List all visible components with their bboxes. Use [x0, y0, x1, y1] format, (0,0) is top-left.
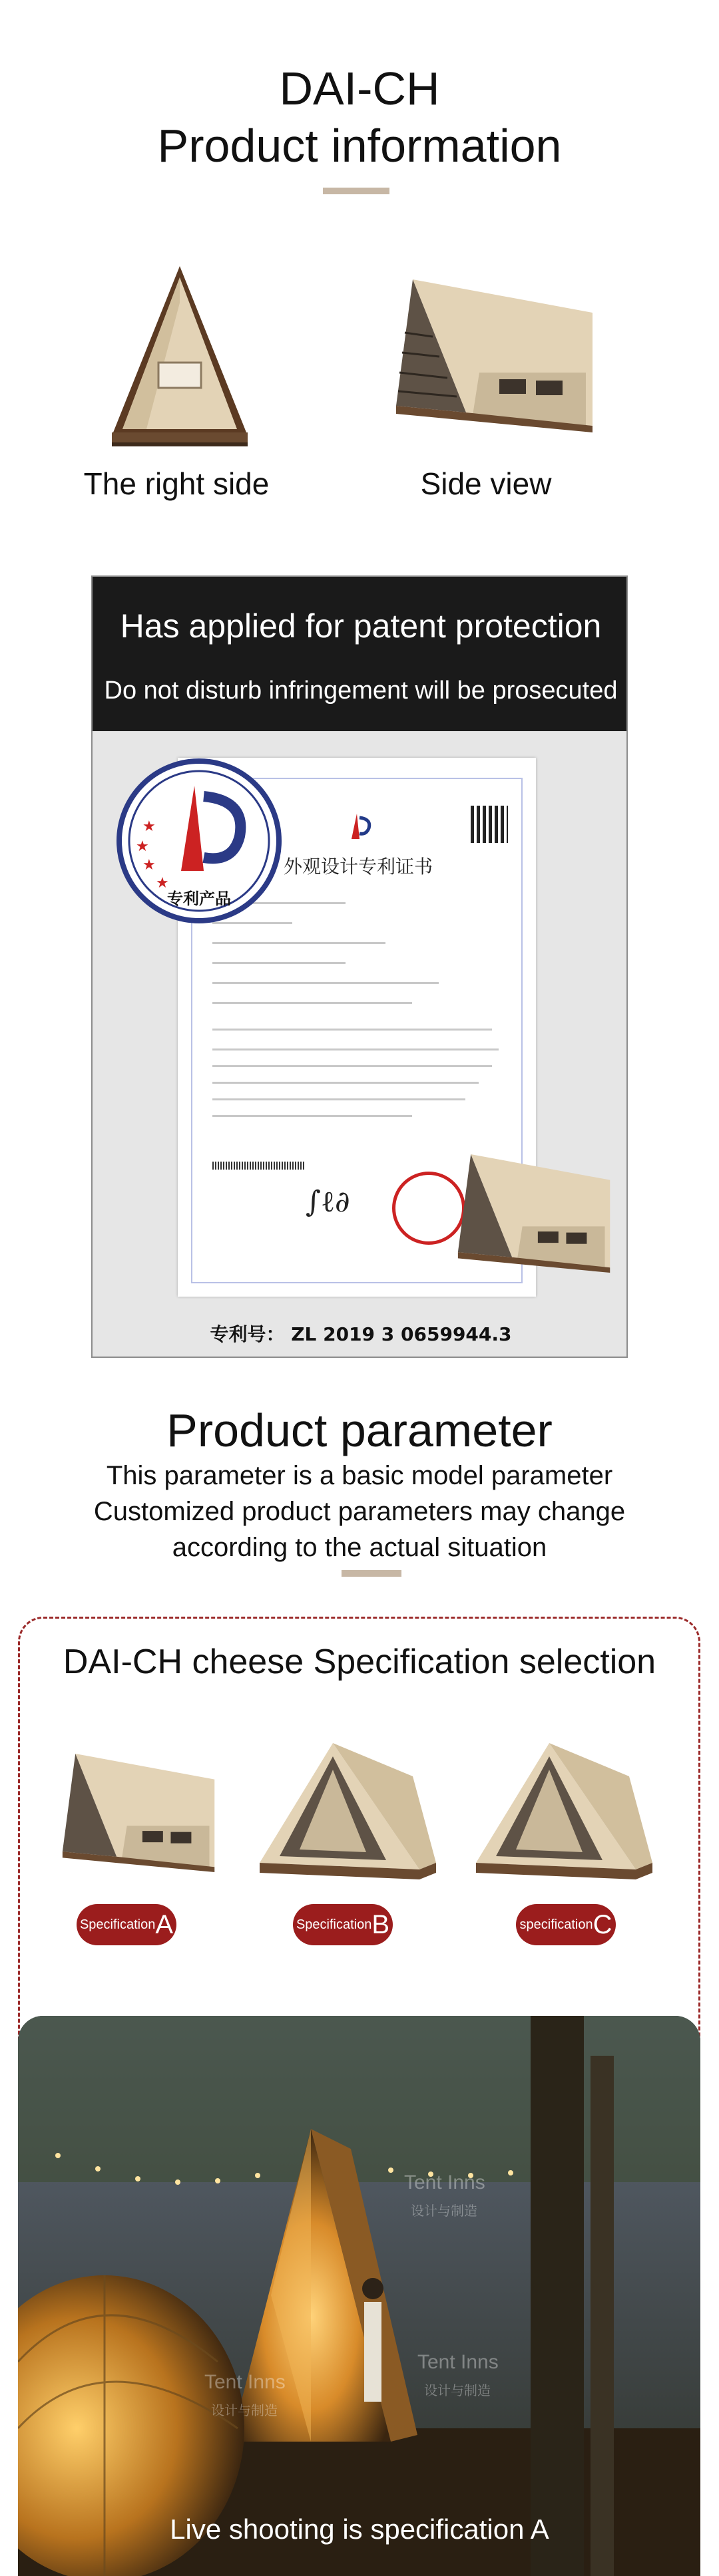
spec-b-illustration [253, 1736, 439, 1883]
svg-text:★: ★ [156, 874, 169, 891]
patent-product-seal [116, 758, 282, 924]
watermark-logo-3: Tent Inns [417, 2351, 499, 2373]
signature-icon: ∫ℓ∂ [306, 1185, 350, 1219]
tent-side-view-illustration [393, 273, 599, 439]
spec-b-prefix: Specification [296, 1917, 372, 1932]
patent-number: 专利号： ZL 2019 3 0659944.3 [210, 1323, 512, 1345]
qr-code-icon [471, 806, 508, 843]
watermark-logo-1: Tent Inns [404, 2172, 485, 2193]
patent-panel [91, 575, 628, 1358]
patent-subheading: Do not disturb infringement will be prosecuted [104, 677, 618, 705]
spec-c-prefix: specification [519, 1917, 593, 1932]
svg-text:设计与制造: 设计与制造 [424, 2384, 491, 2398]
svg-text:★: ★ [142, 856, 156, 873]
parameter-line3: according to the actual situation [172, 1533, 547, 1562]
cert-logo-icon [342, 812, 375, 842]
barcode-icon [212, 1162, 306, 1170]
spec-b-badge[interactable] [293, 1904, 393, 1945]
spec-selection-title: DAI-CH cheese Specification selection [63, 1643, 656, 1681]
svg-text:设计与制造: 设计与制造 [411, 2204, 477, 2219]
svg-text:★: ★ [142, 818, 156, 834]
certificate-title: 外观设计专利证书 [283, 856, 433, 878]
right-side-label: The right side [83, 466, 270, 501]
page-title-line1: DAI-CH [279, 63, 440, 114]
parameter-title: Product parameter [166, 1404, 553, 1456]
watermark-logo-2: Tent Inns [204, 2371, 286, 2393]
spec-b-letter: B [371, 1910, 390, 1939]
spec-c-badge[interactable] [516, 1904, 616, 1945]
red-seal-icon [392, 1172, 465, 1245]
spec-c-illustration [469, 1736, 656, 1883]
spec-a-prefix: Specification [79, 1917, 156, 1932]
page-title-line2: Product information [157, 120, 562, 172]
title-underline [323, 188, 389, 194]
parameter-line2: Customized product parameters may change [93, 1497, 626, 1526]
patent-certificate-area [93, 731, 628, 1358]
live-photo [18, 2016, 700, 2576]
spec-a-badge[interactable] [77, 1904, 176, 1945]
patent-heading: Has applied for patent protection [120, 607, 602, 645]
tent-right-side-illustration [107, 263, 253, 449]
parameter-underline [342, 1570, 401, 1577]
spec-a-illustration [60, 1743, 220, 1883]
spec-c-letter: C [593, 1910, 612, 1939]
photo-caption: Live shooting is specification A [170, 2513, 549, 2545]
parameter-line1: This parameter is a basic model parameter [106, 1461, 613, 1490]
patent-header [93, 577, 628, 731]
seal-text: 专利产品 [167, 889, 231, 908]
tent-overlay-illustration [455, 1144, 615, 1283]
side-view-label: Side view [420, 466, 552, 501]
spec-a-letter: A [155, 1910, 174, 1939]
svg-text:设计与制造: 设计与制造 [211, 2404, 278, 2418]
svg-text:★: ★ [136, 838, 149, 854]
